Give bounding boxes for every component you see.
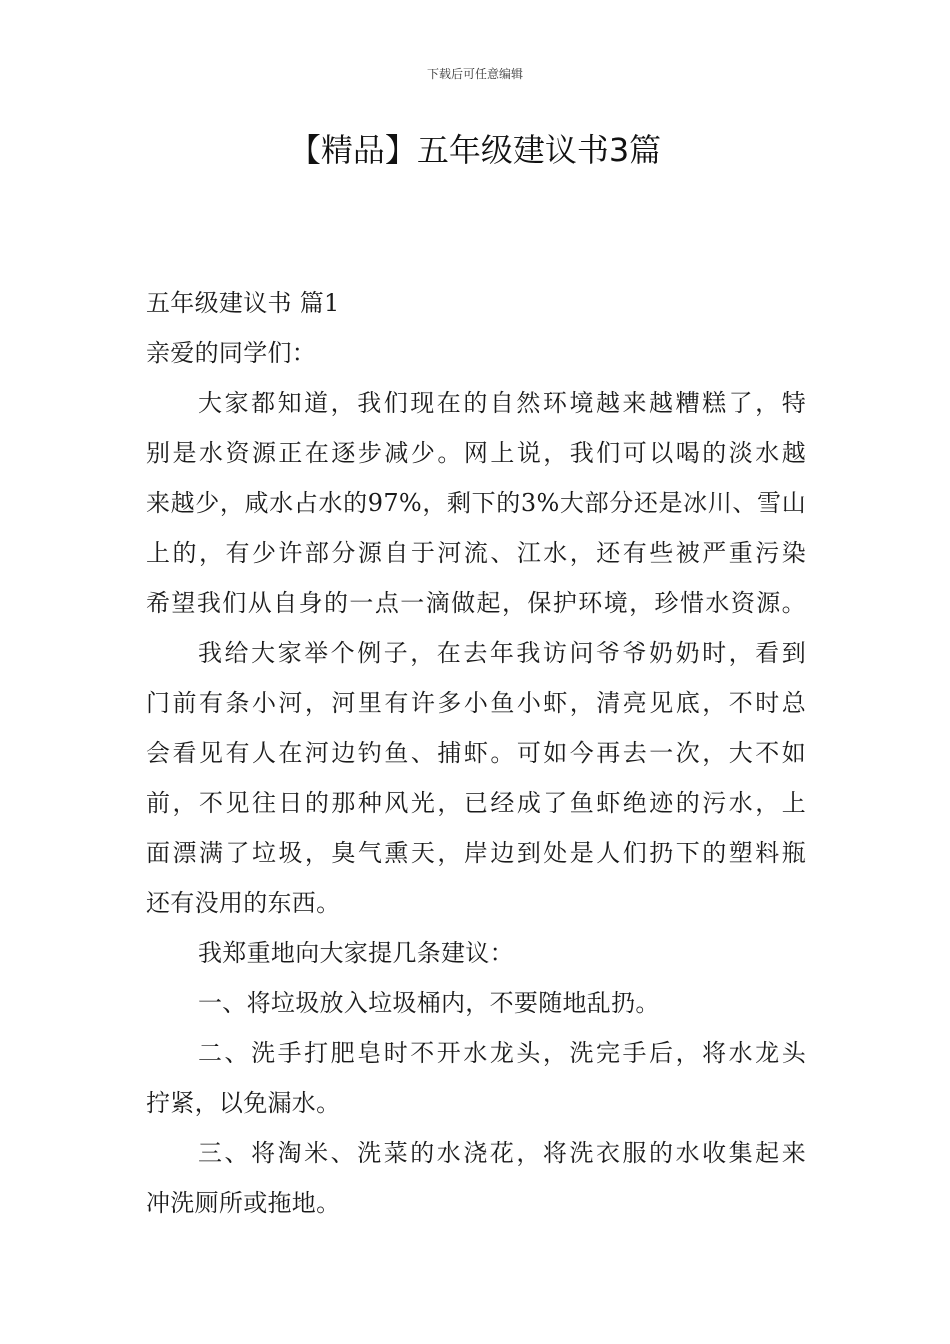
document-body [146, 278, 806, 1228]
paragraph-line: 上的，有少许部分源自于河流、江水，还有些被严重污染 [146, 539, 806, 567]
paragraph-line: 大家都知道，我们现在的自然环境越来越糟糕了，特 [198, 389, 806, 417]
suggestion-item-continued: 冲洗厕所或拖地。 [146, 1189, 341, 1217]
paragraph-line: 我郑重地向大家提几条建议： [198, 939, 514, 967]
paragraph-line: 门前有条小河，河里有许多小鱼小虾，清亮见底，不时总 [146, 689, 806, 717]
section-heading: 五年级建议书 篇1 [146, 289, 340, 317]
paragraph-line: 别是水资源正在逐步减少。网上说，我们可以喝的淡水越 [146, 439, 806, 467]
paragraph-line: 来越少，咸水占水的97%，剩下的3%大部分还是冰川、雪山 [146, 489, 806, 517]
paragraph-line: 会看见有人在河边钓鱼、捕虾。可如今再去一次，大不如 [146, 739, 806, 767]
paragraph-line: 前，不见往日的那种风光，已经成了鱼虾绝迹的污水，上 [146, 789, 806, 817]
suggestion-item: 一、将垃圾放入垃圾桶内，不要随地乱扔。 [198, 989, 660, 1017]
salutation: 亲爱的同学们： [146, 339, 317, 367]
suggestion-item: 三、将淘米、洗菜的水浇花，将洗衣服的水收集起来 [198, 1139, 806, 1167]
header-note: 下载后可任意编辑 [426, 67, 523, 81]
suggestion-item: 二、洗手打肥皂时不开水龙头，洗完手后，将水龙头 [198, 1039, 806, 1067]
document-title: 【精品】五年级建议书3篇 [288, 131, 662, 169]
paragraph-line: 还有没用的东西。 [146, 889, 341, 917]
paragraph-line: 希望我们从自身的一点一滴做起，保护环境，珍惜水资源。 [146, 589, 806, 617]
suggestion-item-continued: 拧紧，以免漏水。 [146, 1089, 341, 1117]
paragraph-line: 我给大家举个例子，在去年我访问爷爷奶奶时，看到 [198, 639, 806, 667]
paragraph-line: 面漂满了垃圾，臭气熏天，岸边到处是人们扔下的塑料瓶 [146, 839, 806, 867]
